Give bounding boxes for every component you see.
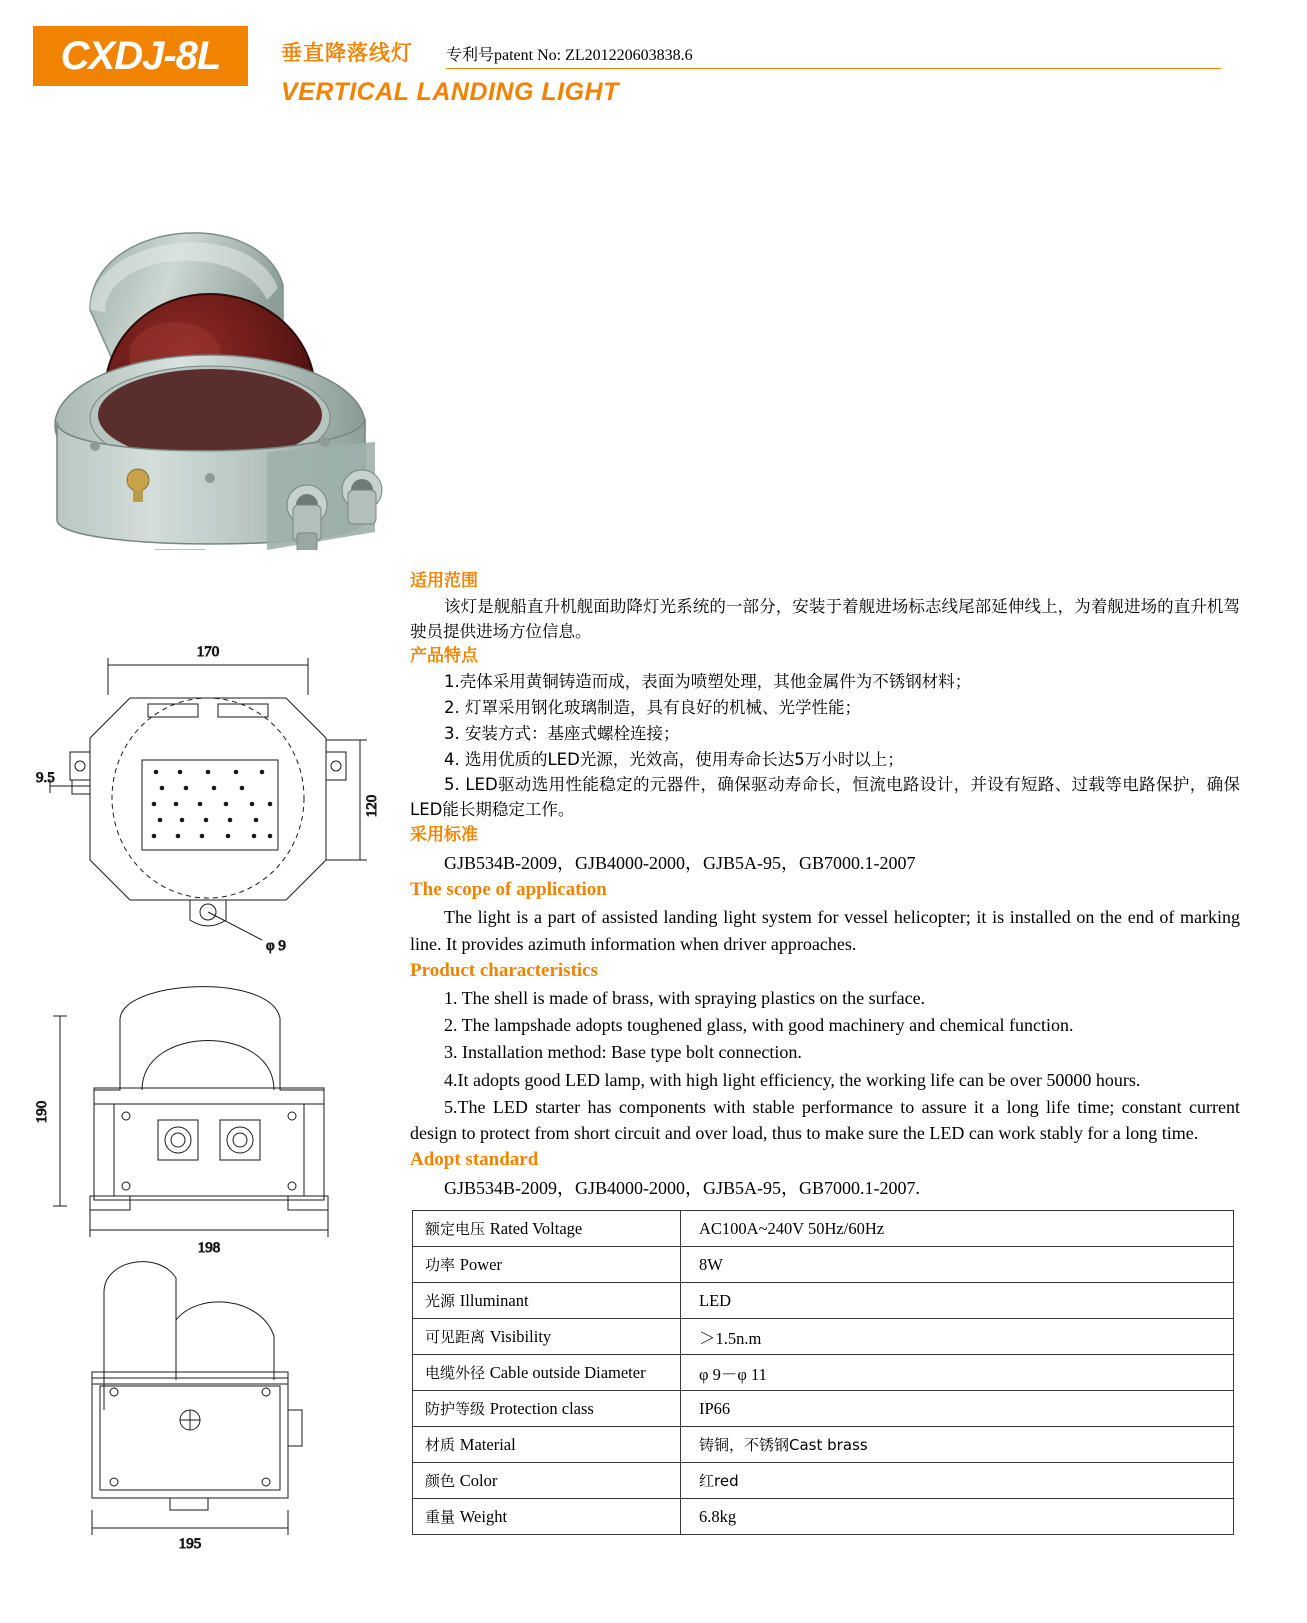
spec-key-en: Rated Voltage [489, 1219, 583, 1238]
spec-key-en: Material [459, 1435, 516, 1454]
scope-en-title: The scope of application [410, 878, 607, 900]
spec-value: 6.8kg [681, 1499, 1234, 1535]
feature-cn-item: 3. 安装方式：基座式螺栓连接； [444, 723, 680, 743]
spec-key [413, 1283, 681, 1319]
table-row [413, 1391, 1234, 1427]
scope-en-body: The light is a part of assisted landing light system for vessel helicopter; it is installed on the end of marking line. It provides azimuth information when driver approaches. [410, 907, 1240, 954]
feature-en-item: 3. Installation method: Base type bolt connection. [444, 1042, 802, 1063]
spec-key [413, 1463, 681, 1499]
spec-key [413, 1247, 681, 1283]
spec-key-cn: 光源 [425, 1292, 456, 1310]
spec-value-text: 铸铜，不锈钢Cast brass [699, 1436, 868, 1454]
spec-key-cn: 材质 [425, 1436, 456, 1454]
header-divider [446, 68, 1221, 69]
specification-table [412, 1210, 1234, 1535]
spec-key [413, 1355, 681, 1391]
dim-front-height: 190 [34, 1100, 50, 1124]
features-en-title: Product characteristics [410, 959, 599, 981]
technical-drawings [30, 620, 400, 1550]
dim-side-width: 195 [178, 1536, 202, 1550]
spec-value [681, 1427, 1234, 1463]
table-row [413, 1283, 1234, 1319]
feature-cn-item: 4. 选用优质的LED光源，光效高，使用寿命长达5万小时以上； [444, 749, 904, 769]
dim-top-height: 120 [364, 794, 380, 818]
spec-value: ＞1.5n.m [681, 1319, 1234, 1355]
spec-key [413, 1499, 681, 1535]
spec-key [413, 1427, 681, 1463]
product-photo [35, 160, 425, 550]
dim-hole: φ 9 [266, 938, 286, 954]
feature-cn-item: 1.壳体采用黄铜铸造而成，表面为喷塑处理，其他金属件为不锈钢材料； [444, 672, 972, 692]
spec-key-en: Color [459, 1471, 498, 1490]
spec-key-cn: 电缆外径 [425, 1364, 486, 1382]
spec-key-en: Visibility [489, 1327, 552, 1346]
spec-value-text: 红red [699, 1472, 739, 1490]
feature-en-item: 1. The shell is made of brass, with spraying plastics on the surface. [444, 988, 926, 1009]
standard-en-body: GJB534B-2009，GJB4000-2000，GJB5A-95，GB7000.1-2007. [444, 1178, 921, 1199]
standard-cn-body: GJB534B-2009，GJB4000-2000，GJB5A-95，GB7000.1-2007 [444, 852, 916, 873]
spec-key-cn: 功率 [425, 1256, 456, 1274]
spec-key-cn: 颜色 [425, 1472, 456, 1490]
page-header [0, 0, 1307, 125]
spec-key [413, 1391, 681, 1427]
scope-cn-body: 该灯是舰船直升机舰面助降灯光系统的一部分，安装于着舰进场标志线尾部延伸线上，为着舰进场的直升机驾驶员提供进场方位信息。 [410, 596, 1240, 641]
description-content [410, 570, 1240, 1202]
spec-key-cn: 重量 [425, 1508, 456, 1526]
spec-value: LED [681, 1283, 1234, 1319]
table-row [413, 1247, 1234, 1283]
spec-key-en: Protection class [489, 1399, 594, 1418]
spec-key-en: Power [459, 1255, 502, 1274]
spec-key-en: Weight [459, 1507, 508, 1526]
spec-key [413, 1319, 681, 1355]
feature-en-item: 5.The LED starter has components with stable performance to assure it a long life time; constant current design to protect from short circuit and over load, thus to make sure the LED can work stably for a long time. [410, 1096, 1240, 1143]
spec-value [681, 1463, 1234, 1499]
spec-key-en: Cable outside Diameter [489, 1363, 646, 1382]
scope-cn-title: 适用范围 [410, 571, 478, 591]
table-row [413, 1211, 1234, 1247]
patent-label: 专利号patent No: [446, 47, 562, 64]
table-row [413, 1463, 1234, 1499]
spec-value: 8W [681, 1247, 1234, 1283]
features-cn-title: 产品特点 [410, 646, 478, 667]
spec-key-cn: 额定电压 [425, 1220, 486, 1238]
spec-value: AC100A~240V 50Hz/60Hz [681, 1211, 1234, 1247]
feature-en-item: 2. The lampshade adopts toughened glass, with good machinery and chemical function. [444, 1015, 1074, 1036]
model-badge: CXDJ-8L [33, 26, 248, 86]
spec-key-en: Illuminant [459, 1291, 529, 1310]
product-title-en: VERTICAL LANDING LIGHT [281, 78, 619, 106]
table-row [413, 1427, 1234, 1463]
table-row [413, 1319, 1234, 1355]
dim-left-offset: 9.5 [36, 770, 55, 786]
spec-value: IP66 [681, 1391, 1234, 1427]
standard-en-title: Adopt standard [410, 1148, 539, 1170]
feature-cn-item: 2. 灯罩采用钢化玻璃制造，具有良好的机械、光学性能； [444, 698, 861, 718]
spec-value: φ 9－φ 11 [681, 1355, 1234, 1391]
spec-key-cn: 防护等级 [425, 1400, 486, 1418]
feature-cn-item: 5. LED驱动选用性能稳定的元器件，确保驱动寿命长，恒流电路设计，并设有短路、过载等电路保护，确保LED能长期稳定工作。 [410, 775, 1240, 820]
table-row [413, 1355, 1234, 1391]
dim-front-width: 198 [197, 1240, 221, 1256]
patent-number [446, 42, 693, 65]
table-row [413, 1499, 1234, 1535]
dim-top-width: 170 [196, 644, 220, 660]
spec-key [413, 1211, 681, 1247]
product-title-cn: 垂直降落线灯 [281, 41, 413, 65]
standard-cn-title: 采用标准 [410, 824, 478, 845]
feature-en-item: 4.It adopts good LED lamp, with high light efficiency, the working life can be over 50000 hours. [444, 1069, 1141, 1090]
patent-value: ZL201220603838.6 [565, 47, 693, 64]
spec-key-cn: 可见距离 [425, 1328, 486, 1346]
